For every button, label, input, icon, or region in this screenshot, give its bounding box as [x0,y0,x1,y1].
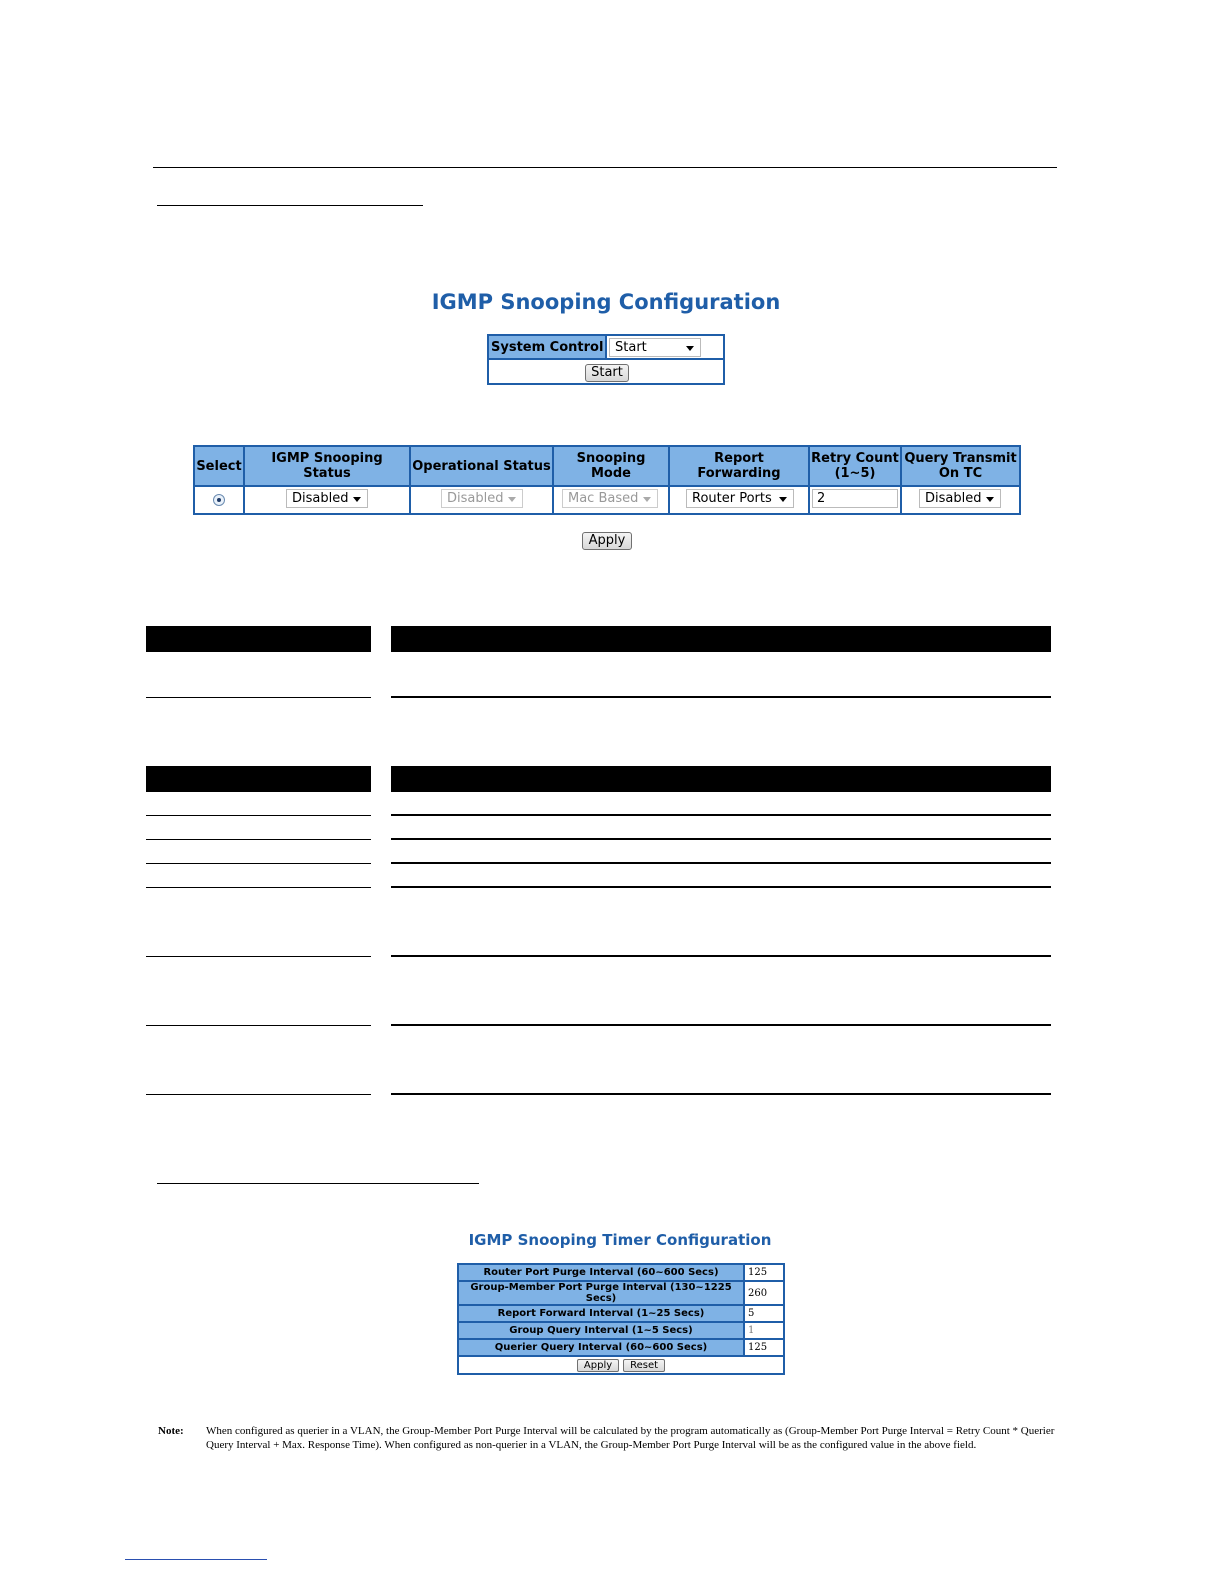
snooping-mode-select [562,489,658,508]
chevron-down-icon [986,497,994,502]
chevron-down-icon [686,346,694,351]
col-header-operational-status: Operational Status [410,446,553,486]
col-header-select: Select [194,446,244,486]
col-header-snooping-status: IGMP Snooping Status [244,446,410,486]
spec-table-2-rule-left [146,956,371,957]
report-forwarding-value: Router Ports [692,491,772,506]
spec-table-2-header-left [146,766,371,792]
table-row [458,1264,784,1281]
query-transmit-cell [901,486,1020,514]
group-member-purge-input[interactable]: 260 [744,1281,784,1305]
group-query-interval-input[interactable]: 1 [744,1322,784,1339]
note-label: Note: [158,1425,184,1437]
operational-status-value: Disabled [447,491,504,506]
spec-table-2-rule-left [146,887,371,888]
table-row [194,486,1020,514]
chevron-down-icon [508,497,516,502]
select-radio[interactable] [213,494,225,506]
system-control-label: System Control [489,336,607,360]
timer-apply-button[interactable]: Apply [577,1359,619,1372]
snooping-status-select[interactable] [286,489,368,508]
retry-count-input[interactable] [812,489,898,508]
router-port-purge-label: Router Port Purge Interval (60~600 Secs) [458,1264,744,1281]
snooping-mode-cell [553,486,669,514]
timer-buttons-cell [458,1356,784,1374]
table-row [458,1305,784,1322]
spec-table-2-rule-left [146,1025,371,1026]
chevron-down-icon [353,497,361,502]
spec-table-2-rule-left [146,863,371,864]
footer-link-underline [125,1559,267,1560]
table-header-row [194,446,1020,486]
spec-table-1-rule-right [391,696,1051,698]
report-forwarding-select[interactable] [686,489,794,508]
spec-table-1-rule-left [146,697,371,698]
section-heading-underline [157,1183,479,1184]
querier-query-interval-input[interactable]: 125 [744,1339,784,1356]
apply-button[interactable]: Apply [582,532,632,550]
snooping-status-value: Disabled [292,491,349,506]
select-cell [194,486,244,514]
igmp-config-title: IGMP Snooping Configuration [431,290,781,314]
group-member-purge-label: Group-Member Port Purge Interval (130~1225 Secs) [458,1281,744,1305]
col-header-snooping-mode: Snooping Mode [553,446,669,486]
table-row [458,1322,784,1339]
spec-table-2-rule-right [391,838,1051,840]
col-header-query-transmit: Query Transmit On TC [901,446,1020,486]
spec-table-2-rule-right [391,814,1051,816]
start-button[interactable]: Start [585,364,629,382]
timer-config-title: IGMP Snooping Timer Configuration [468,1231,772,1249]
snooping-status-cell [244,486,410,514]
operational-status-cell [410,486,553,514]
report-forwarding-cell [669,486,809,514]
spec-table-2-header-right [391,766,1051,792]
spec-table-2-rule-right [391,886,1051,888]
snooping-mode-value: Mac Based [568,491,639,506]
chevron-down-icon [643,497,651,502]
query-transmit-select[interactable] [919,489,1001,508]
igmp-config-table [193,445,1021,515]
retry-count-cell [809,486,901,514]
table-row [458,1281,784,1305]
query-transmit-value: Disabled [925,491,982,506]
page-top-rule [153,167,1057,168]
spec-table-2-rule-left [146,839,371,840]
section-heading-underline [157,205,423,206]
table-row [458,1339,784,1356]
note-line-1: When configured as querier in a VLAN, the Group-Member Port Purge Interval will be calculated by the program automatically as (Group-Member Port Purge Interval = Retry Count * Querier [206,1425,1055,1437]
spec-table-2-rule-left [146,815,371,816]
system-control-select[interactable] [609,338,701,357]
note-line-2: Query Interval + Max. Response Time). When configured as non-querier in a VLAN, the Group-Member Port Purge Interval will be as the configured value in the above field. [206,1439,977,1451]
system-control-cell [607,336,723,360]
timer-reset-button[interactable]: Reset [623,1359,665,1372]
report-forward-interval-label: Report Forward Interval (1~25 Secs) [458,1305,744,1322]
report-forward-interval-input[interactable]: 5 [744,1305,784,1322]
spec-table-1-header-right [391,626,1051,652]
spec-table-2-rule-right [391,955,1051,957]
timer-buttons-row [458,1356,784,1374]
spec-table-2-rule-right [391,1024,1051,1026]
system-control-box [487,334,725,385]
spec-table-2-rule-right [391,1093,1051,1095]
timer-config-table [457,1263,785,1375]
group-query-interval-label: Group Query Interval (1~5 Secs) [458,1322,744,1339]
querier-query-interval-label: Querier Query Interval (60~600 Secs) [458,1339,744,1356]
system-control-value: Start [615,340,647,355]
retry-count-value: 2 [817,491,826,506]
chevron-down-icon [779,497,787,502]
spec-table-2-rule-right [391,862,1051,864]
col-header-report-forwarding: Report Forwarding [669,446,809,486]
router-port-purge-input[interactable]: 125 [744,1264,784,1281]
spec-table-2-rule-left [146,1094,371,1095]
spec-table-1-header-left [146,626,371,652]
operational-status-select [441,489,523,508]
col-header-retry-count: Retry Count (1~5) [809,446,901,486]
